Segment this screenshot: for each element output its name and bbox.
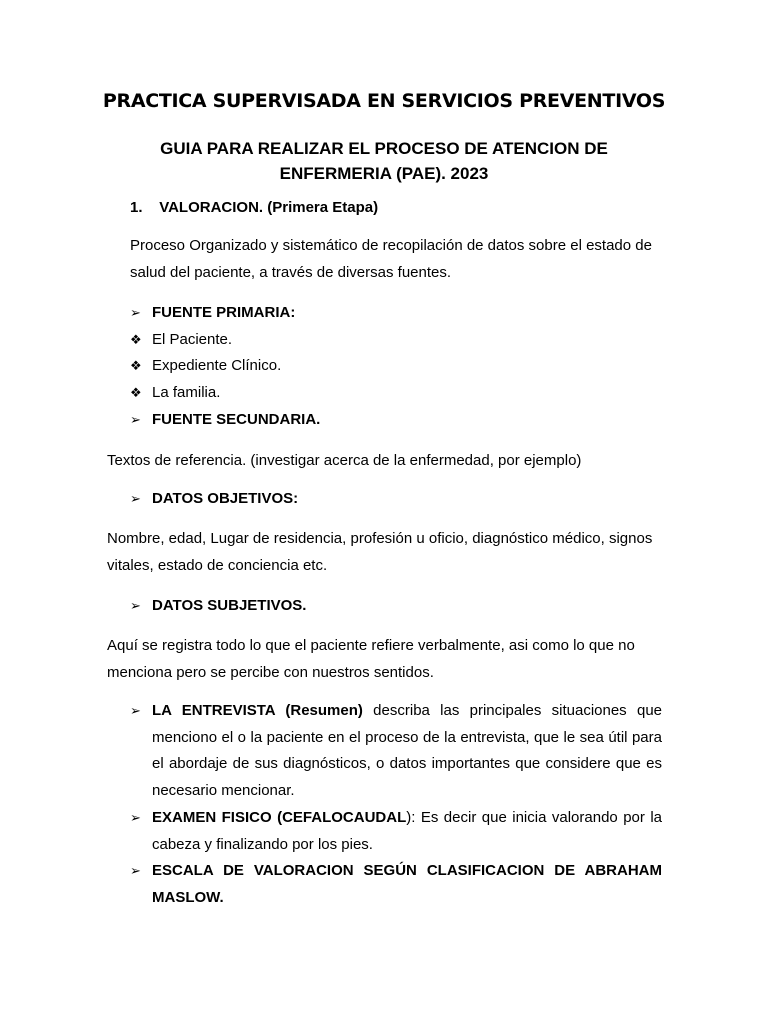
datos-objetivos-heading: DATOS OBJETIVOS: [152,490,299,507]
intro-line-1: Proceso Organizado y sistemático de recopilación de datos sobre el estado de [130,237,652,254]
escala-heading: ESCALA DE VALORACION SEGÚN CLASIFICACION DE ABRAHAM MASLOW. [152,862,662,906]
list-item: El Paciente. [152,331,233,348]
datos-subjetivos-line-1: Aquí se registra todo lo que el paciente refiere verbalmente, asi como lo que no [107,637,635,654]
valoracion-intro [130,232,652,286]
entrevista-text: describa las principales situaciones que menciono el o la paciente en el proceso de la entrevista, que le sea útil para el abordaje de sus diagnósticos, o datos importantes que considere que es necesario mencionar. [152,702,662,800]
arrowhead-bullet-icon: ➢ [130,810,141,825]
four-diamond-bullet-icon: ❖ [130,358,142,373]
arrowhead-bullet-icon: ➢ [130,305,141,320]
datos-objetivos-line-2: vitales, estado de conciencia etc. [107,557,328,574]
section-number: 1. [130,199,143,216]
datos-subjetivos-line-2: menciona pero se percibe con nuestros sentidos. [107,664,434,681]
datos-objetivos-line-1: Nombre, edad, Lugar de residencia, profesión u oficio, diagnóstico médico, signos [107,530,653,547]
examen-paragraph [152,805,662,858]
fuente-primaria-heading: FUENTE PRIMARIA: [152,304,296,321]
four-diamond-bullet-icon: ❖ [130,332,142,347]
entrevista-heading: LA ENTREVISTA (Resumen) [152,702,363,719]
datos-objetivos-text [107,525,652,579]
intro-line-2: salud del paciente, a través de diversas fuentes. [130,264,452,281]
document-title: PRACTICA SUPERVISADA EN SERVICIOS PREVENTIVOS [102,90,666,112]
subtitle-line-2: ENFERMERIA (PAE). 2023 [279,164,489,183]
datos-subjetivos-heading: DATOS SUBJETIVOS. [152,597,307,614]
entrevista-paragraph [152,698,662,805]
arrowhead-bullet-icon: ➢ [130,863,141,878]
section-heading-text: VALORACION. (Primera Etapa) [159,199,379,216]
fuente-secundaria-text: Textos de referencia. (investigar acerca de la enfermedad, por ejemplo) [107,452,582,469]
subtitle-line-1: GUIA PARA REALIZAR EL PROCESO DE ATENCION DE [160,139,608,158]
fuente-secundaria-heading: FUENTE SECUNDARIA. [152,411,321,428]
datos-subjetivos-text [107,632,635,686]
four-diamond-bullet-icon: ❖ [130,385,142,400]
document-subtitle [100,136,668,186]
section-heading-valoracion [130,196,378,220]
arrowhead-bullet-icon: ➢ [130,412,141,427]
list-item: La familia. [152,384,221,401]
examen-heading: EXAMEN FISICO (CEFALOCAUDAL [152,809,407,826]
list-item: Expediente Clínico. [152,357,282,374]
examen-text: ): Es decir que inicia valorando por la cabeza y finalizando por los pies. [152,809,662,853]
arrowhead-bullet-icon: ➢ [130,598,141,613]
arrowhead-bullet-icon: ➢ [130,703,141,718]
arrowhead-bullet-icon: ➢ [130,491,141,506]
